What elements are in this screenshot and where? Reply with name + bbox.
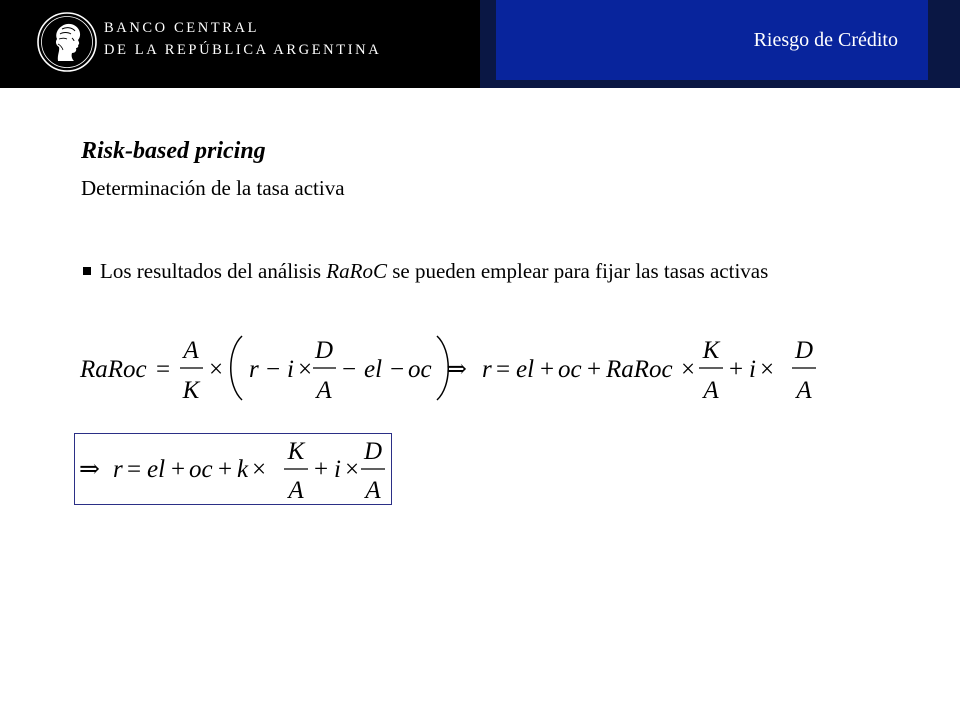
left-paren-icon bbox=[231, 336, 242, 400]
profile-seal-icon bbox=[36, 11, 98, 73]
formula-operator: × bbox=[681, 356, 696, 383]
formula-term: RaRoc bbox=[606, 356, 673, 383]
formula-operator: = bbox=[156, 356, 171, 383]
bullet-text-end: se pueden emplear para fijar las tasas activas bbox=[386, 259, 769, 283]
formula-operator: + bbox=[314, 456, 329, 483]
fraction-denominator: A bbox=[796, 377, 812, 404]
formula-operator: = bbox=[496, 356, 511, 383]
formula-operator: × bbox=[345, 456, 360, 483]
formula-term: i bbox=[287, 356, 294, 383]
formula-term: el bbox=[364, 356, 383, 383]
fraction-denominator: K bbox=[182, 377, 200, 404]
section-title-panel bbox=[496, 0, 928, 80]
formula-operator: − bbox=[266, 356, 281, 383]
formula-operator: ⇒ bbox=[79, 456, 100, 483]
formula-operator: + bbox=[587, 356, 602, 383]
fraction-numerator: D bbox=[314, 337, 334, 364]
fraction-numerator: K bbox=[287, 438, 305, 465]
formula-term: r bbox=[249, 356, 259, 383]
boxed-formula bbox=[74, 433, 392, 505]
fraction-numerator: A bbox=[183, 337, 199, 364]
formula-operator: × bbox=[760, 356, 775, 383]
formula-term: oc bbox=[189, 456, 213, 483]
formula-raroc bbox=[78, 330, 828, 408]
fraction-numerator: D bbox=[363, 438, 383, 465]
formula-operator: + bbox=[171, 456, 186, 483]
header-logo-area bbox=[0, 0, 480, 88]
formula-operator: ⇒ bbox=[446, 356, 467, 383]
slide-subtitle: Determinación de la tasa activa bbox=[81, 176, 345, 200]
formula-term: k bbox=[237, 456, 249, 483]
logo-text-line-2: DE LA REPÚBLICA ARGENTINA bbox=[104, 42, 382, 58]
formula-operator: × bbox=[209, 356, 224, 383]
bullet-paragraph bbox=[81, 257, 933, 285]
formula-term: el bbox=[147, 456, 166, 483]
fraction-denominator: A bbox=[288, 477, 304, 504]
fraction-denominator: A bbox=[365, 477, 381, 504]
formula-pricing-rate bbox=[75, 434, 391, 504]
bullet-text-italic: RaRoC bbox=[326, 259, 387, 283]
formula-operator: × bbox=[252, 456, 267, 483]
formula-operator: × bbox=[298, 356, 313, 383]
formula-operator: + bbox=[540, 356, 555, 383]
formula-operator: + bbox=[218, 456, 233, 483]
formula-operator: = bbox=[127, 456, 142, 483]
formula-term: oc bbox=[408, 356, 432, 383]
formula-term: r bbox=[482, 356, 492, 383]
formula-term: r bbox=[113, 456, 123, 483]
formula-term: el bbox=[516, 356, 535, 383]
logo-text-line-1: BANCO CENTRAL bbox=[104, 20, 260, 36]
formula-operator: + bbox=[729, 356, 744, 383]
formula-operator: − bbox=[342, 356, 357, 383]
slide-title: Risk-based pricing bbox=[81, 138, 266, 164]
formula-term: i bbox=[749, 356, 756, 383]
fraction-denominator: A bbox=[703, 377, 719, 404]
formula-operator: − bbox=[390, 356, 405, 383]
square-bullet-icon bbox=[83, 267, 91, 275]
fraction-numerator: K bbox=[702, 337, 720, 364]
fraction-denominator: A bbox=[316, 377, 332, 404]
formula-term: i bbox=[334, 456, 341, 483]
section-title: Riesgo de Crédito bbox=[753, 29, 898, 51]
fraction-numerator: D bbox=[794, 337, 814, 364]
formula-term: RaRoc bbox=[80, 356, 147, 383]
header-bar bbox=[0, 0, 960, 88]
bullet-text-start: Los resultados del análisis bbox=[100, 259, 327, 283]
formula-term: oc bbox=[558, 356, 582, 383]
